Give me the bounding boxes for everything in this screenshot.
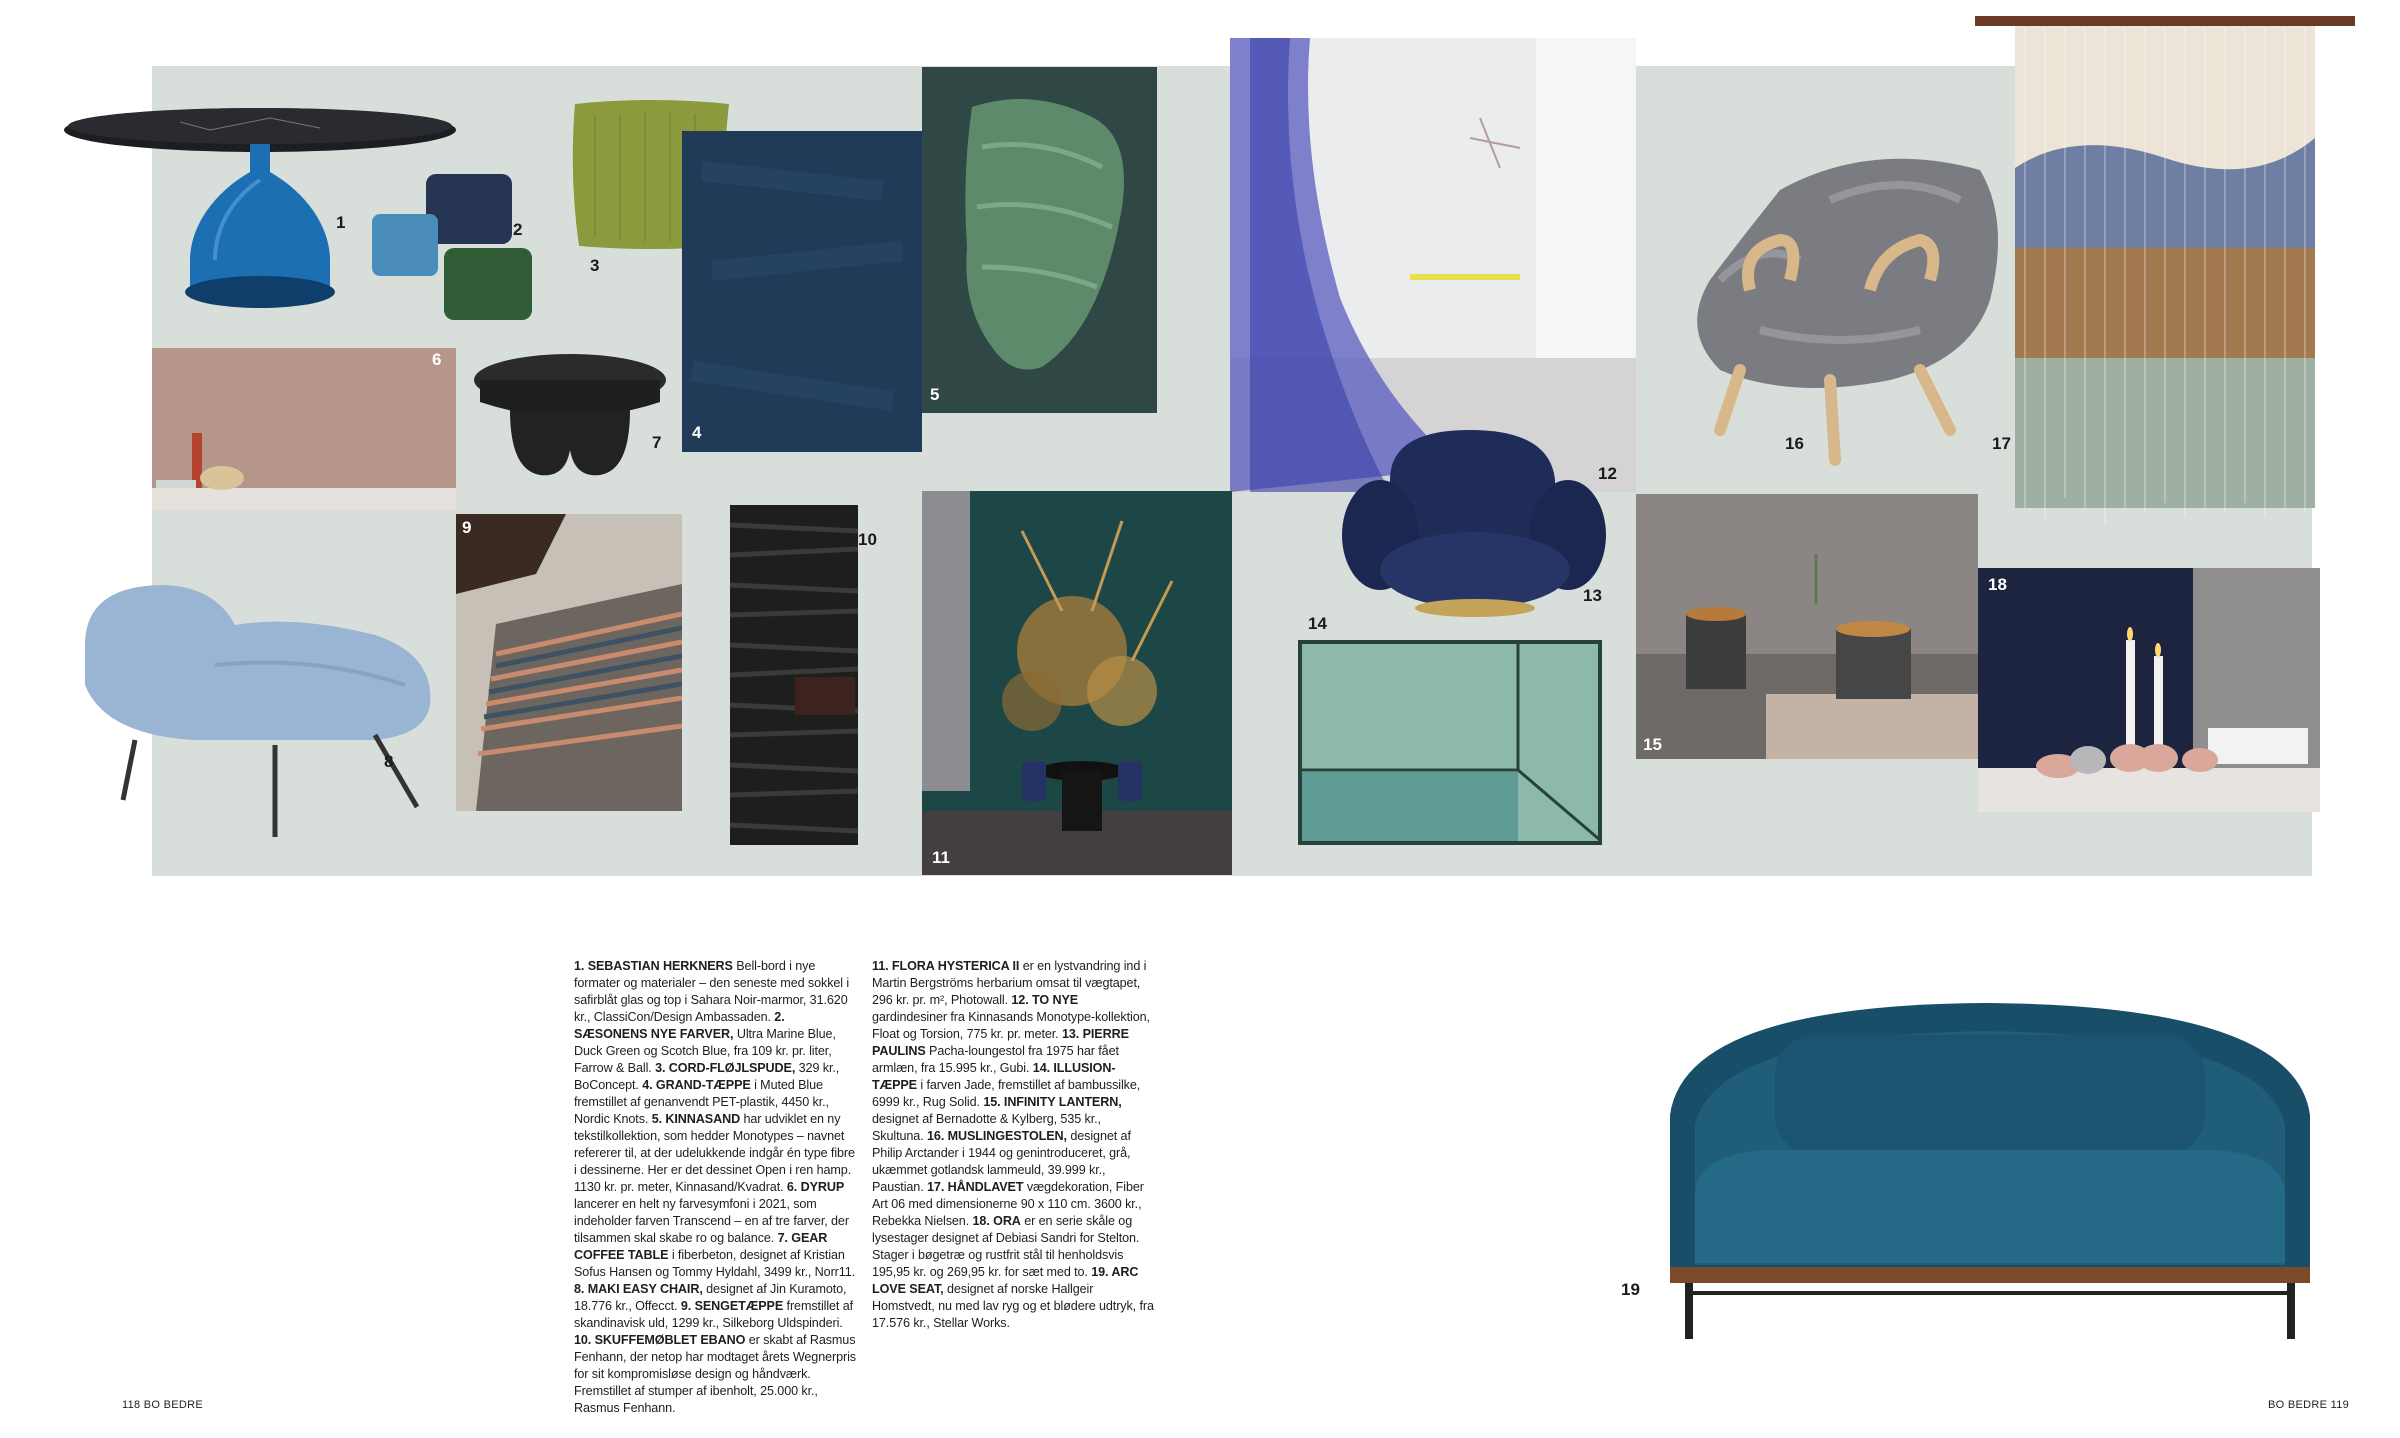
product-number: 12	[1598, 464, 1617, 483]
caption-entry: 13. PIERRE PAULINS Pacha-loungestol fra 1975 har fået armlæn, fra 15.995 kr., Gubi.	[872, 1027, 1129, 1075]
caption-entry: 17. HÅNDLAVET vægdekoration, Fiber Art 06 med dimensionerne 90 x 110 cm. 3600 kr., Rebekka Nielsen.	[872, 1180, 1144, 1228]
caption-column	[574, 958, 857, 1417]
flora-hysterica-wallpaper-image	[922, 491, 1232, 875]
caption-entry: 7. GEAR COFFEE TABLE i fiberbeton, designet af Kristian Sofus Hansen og Tommy Hyldahl, 3499 kr., Norr11.	[574, 1231, 856, 1279]
caption-entry: 14. ILLUSION-TÆPPE i farven Jade, fremstillet af bambussilke, 6999 kr., Rug Solid.	[872, 1061, 1141, 1109]
product-number: 18	[1988, 575, 2007, 594]
infinity-lantern-image	[1636, 494, 1978, 759]
caption-entry: 19. ARC LOVE SEAT, designet af norske Hallgeir Homstvedt, nu med lav ryg og et blødere udtryk, fra 17.576 kr., Stellar Works.	[872, 1265, 1154, 1330]
product-number: 8	[384, 752, 394, 771]
product-number: 13	[1583, 586, 1602, 605]
caption-entry: 15. INFINITY LANTERN, designet af Bernadotte & Kylberg, 535 kr., Skultuna.	[872, 1095, 1122, 1143]
ora-candle-holders-image	[1978, 568, 2320, 812]
caption-entry: 11. FLORA HYSTERICA II er en lystvandring ind i Martin Bergströms herbarium omsat til vægtapet, 296 kr. pr. m², Photowall.	[872, 959, 1147, 1007]
caption-entry: 3. CORD-FLØJLSPUDE, 329 kr., BoConcept.	[574, 1061, 840, 1092]
maki-easy-chair-image	[75, 575, 445, 840]
caption-entry: 16. MUSLINGESTOLEN, designet af Philip Arctander i 1944 og genintroduceret, grå, ukæmmet gotlandsk lammeuld, 39.999 kr., Paustian.	[872, 1129, 1131, 1194]
clam-chair-image	[1640, 130, 2020, 480]
kinnasand-textile-image	[922, 67, 1157, 413]
caption-entry: 10. SKUFFEMØBLET EBANO er skabt af Rasmus Fenhann, der netop har modtaget årets Wegnerpris for sit kompromisløse design og håndværk. Fremstillet af stumper af ibenholt, 25.000 kr., Rasmus Fenhann.	[574, 1333, 856, 1415]
page-folio-left: 118 BO BEDRE	[122, 1399, 204, 1411]
product-number: 10	[858, 530, 877, 549]
caption-entry: 18. ORA er en serie skåle og lysestager designet af Debiasi Sandri for Stelton. Stager i bøgetræ og rustfrit stål til henholdsvis 195,95 kr. og 269,95 kr. for sæt med to.	[872, 1214, 1140, 1279]
paint-pots-image	[366, 170, 536, 330]
product-number: 7	[652, 433, 662, 452]
caption-entry: 12. TO NYE gardindesiner fra Kinnasands Monotype-kollektion, Float og Torsion, 775 kr. pr. meter.	[872, 993, 1150, 1041]
product-number: 16	[1785, 434, 1804, 453]
product-number: 15	[1643, 735, 1662, 754]
caption-column	[872, 958, 1155, 1332]
product-number: 19	[1621, 1280, 1640, 1299]
dyrup-paint-image	[152, 348, 456, 510]
gear-coffee-table-image	[470, 350, 670, 480]
product-number: 6	[432, 350, 442, 369]
illusion-rug-image	[1298, 640, 1602, 845]
product-number: 5	[930, 385, 940, 404]
product-number: 9	[462, 518, 472, 537]
caption-entry: 8. MAKI EASY CHAIR, designet af Jin Kuramoto, 18.776 kr., Offecct.	[574, 1282, 847, 1313]
product-number: 4	[692, 423, 702, 442]
product-number: 3	[590, 256, 600, 275]
page-folio-right: BO BEDRE 119	[2268, 1399, 2350, 1411]
caption-entry: 5. KINNASAND har udviklet en ny tekstilkollektion, som hedder Monotypes – navnet refererer til, at der udelukkende indgår én type fibre i dessinerne. Her er det dessinet Open i ren hamp. 1130 kr. pr. meter, Kinnasand/Kvadrat.	[574, 1112, 855, 1194]
arc-love-seat-image	[1645, 995, 2335, 1345]
caption-entry: 9. SENGETÆPPE fremstillet af skandinavisk uld, 1299 kr., Silkeborg Uldspinderi.	[574, 1299, 854, 1330]
pacha-lounge-chair-image	[1340, 420, 1615, 625]
product-number: 14	[1308, 614, 1327, 633]
product-number: 1	[336, 213, 346, 232]
caption-entry: 4. GRAND-TÆPPE i Muted Blue fremstillet af genanvendt PET-plastik, 4450 kr., Nordic Knots.	[574, 1078, 829, 1126]
caption-entry: 1. SEBASTIAN HERKNERS Bell-bord i nye formater og materialer – den seneste med sokkel i safirblåt glas og top i Sahara Noir-marmor, 31.620 kr., ClassiCon/Design Ambassaden.	[574, 959, 850, 1024]
grand-rug-image	[682, 131, 922, 452]
caption-entry: 2. SÆSONENS NYE FARVER, Ultra Marine Blue, Duck Green og Scotch Blue, fra 109 kr. pr. liter, Farrow & Ball.	[574, 1010, 836, 1075]
fiber-art-image	[1975, 8, 2355, 528]
caption-entry: 6. DYRUP lancerer en helt ny farvesymfoni i 2021, som indeholder farven Transcend – en af tre farver, der tilsammen skal skabe ro og balance.	[574, 1180, 849, 1245]
product-number: 17	[1992, 434, 2011, 453]
product-number: 2	[513, 220, 523, 239]
product-number: 11	[932, 848, 950, 867]
bedspread-image	[456, 514, 682, 811]
ebano-drawer-image	[725, 505, 875, 850]
